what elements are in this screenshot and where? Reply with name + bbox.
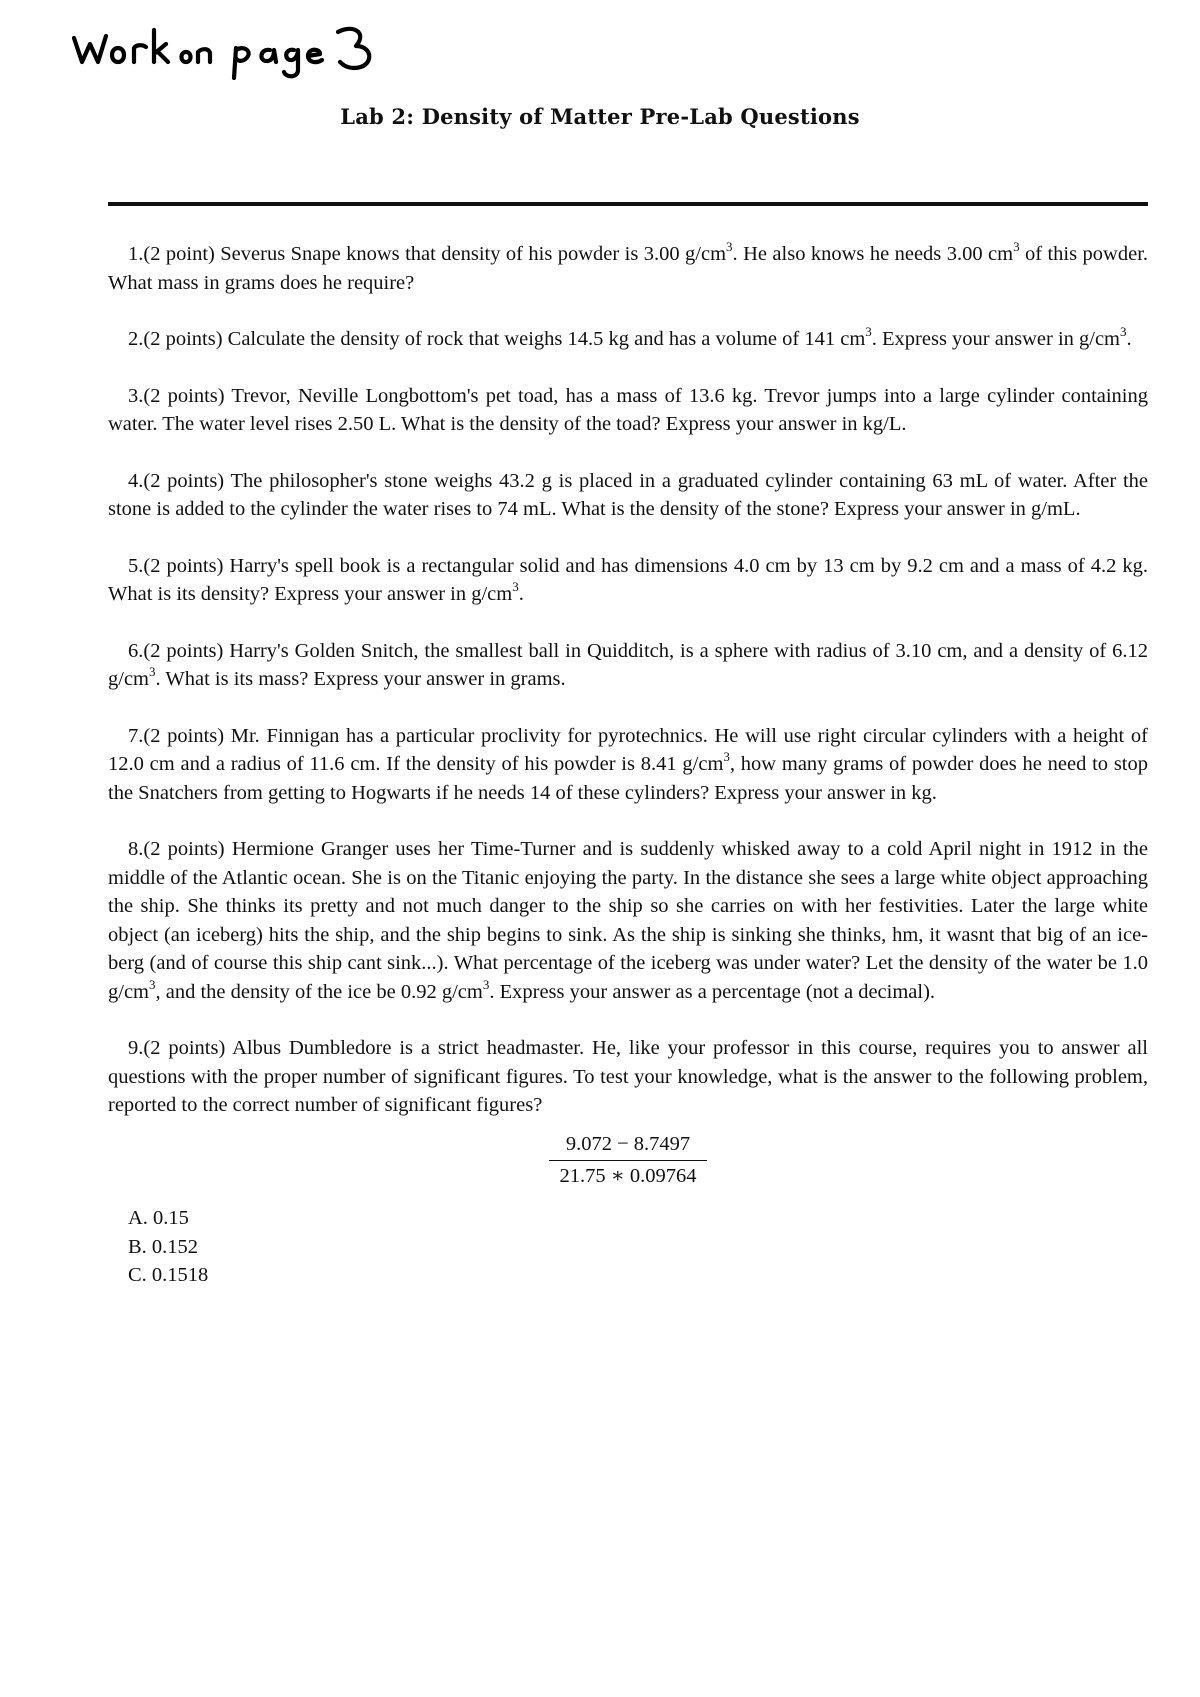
handwritten-note <box>70 18 400 80</box>
document-title: Lab 2: Density of Matter Pre-Lab Questions <box>340 104 860 129</box>
choice-b: B. 0.152 <box>128 1235 199 1258</box>
question-4: 4.(2 points) The philosopher's stone weighs 43.2 g is placed in a graduated cylinder containing 63 mL of water. After the stone is added to the cylinder the water rises to 74 mL. What is the density of the stone? Express your answer in g/mL. <box>108 469 1148 520</box>
question-8: 8.(2 points) Hermione Granger uses her Time-Turner and is suddenly whisked away to a cold April night in 1912 in the middle of the Atlantic ocean. She is on the Titanic enjoying the party. In the distance she sees a large white object approaching the ship. She thinks its pretty and not much danger to the ship so she carries on with her festivities. Later the large white object (an iceberg) hits the ship, and the ship begins to sink. As the ship is sinking she thinks, hm, it wasnt that big of an ice-berg (and of course this ship cant sink...). What percentage of the iceberg was under water? Let the density of the water be 1.0 $g/cm^3$, and the density of the ice be 0.92 $g/cm^3$. Express your answer as a percentage (not a decimal). <box>108 838 1148 1003</box>
fraction-numerator: 9.072 − 8.7497 <box>565 1132 691 1155</box>
question-1: 1.(2 point) Severus Snape knows that density of his powder is 3.00 $g/cm^3$. He also knows he needs 3.00 $cm^3$ of this powder. What mass in grams does he require? <box>108 239 1149 294</box>
horizontal-rule <box>108 202 1148 206</box>
question-7: 7.(2 points) Mr. Finnigan has a particular proclivity for pyrotechnics. He will use right circular cylinders with a height of 12.0 cm and a radius of 11.6 cm. If the density of his powder is 8.41 $g/cm^3$, how many grams of powder does he need to stop the Snatchers from getting to Hogwarts if he needs 14 of these cylinders? Express your answer in kg. <box>108 724 1148 804</box>
fraction-expression <box>108 1130 1148 1191</box>
fraction-bar <box>549 1160 707 1162</box>
question-5: 5.(2 points) Harry's spell book is a rectangular solid and has dimensions 4.0 cm by 13 cm by 9.2 cm and a mass of 4.2 kg. What is its density? Express your answer in $g/cm^3$. <box>108 554 1148 605</box>
question-2: 2.(2 points) Calculate the density of rock that weighs 14.5 kg and has a volume of 141 $cm^3$. Express your answer in $g/cm^3$. <box>128 324 1132 350</box>
question-3: 3.(2 points) Trevor, Neville Longbottom's pet toad, has a mass of 13.6 kg. Trevor jumps into a large cylinder containing water. The water level rises 2.50 L. What is the density of the toad? Express your answer in kg/L. <box>108 384 1148 435</box>
fraction-denominator: 21.75 ∗ 0.09764 <box>559 1165 697 1187</box>
choice-a: A. 0.15 <box>128 1207 189 1229</box>
question-9: 9.(2 points) Albus Dumbledore is a strict headmaster. He, like your professor in this course, requires you to answer all questions with the proper number of significant figures. To test your knowledge, what is the answer to the following problem, reported to the correct number of significant figures? <box>108 1037 1148 1116</box>
answer-choices <box>128 1204 1148 1290</box>
choice-c: C. 0.1518 <box>128 1264 209 1286</box>
question-6: 6.(2 points) Harry's Golden Snitch, the smallest ball in Quidditch, is a sphere with radius of 3.10 cm, and a density of 6.12 $g/cm^3$. What is its mass? Express your answer in grams. <box>108 639 1148 690</box>
questions-section <box>108 240 1148 1290</box>
